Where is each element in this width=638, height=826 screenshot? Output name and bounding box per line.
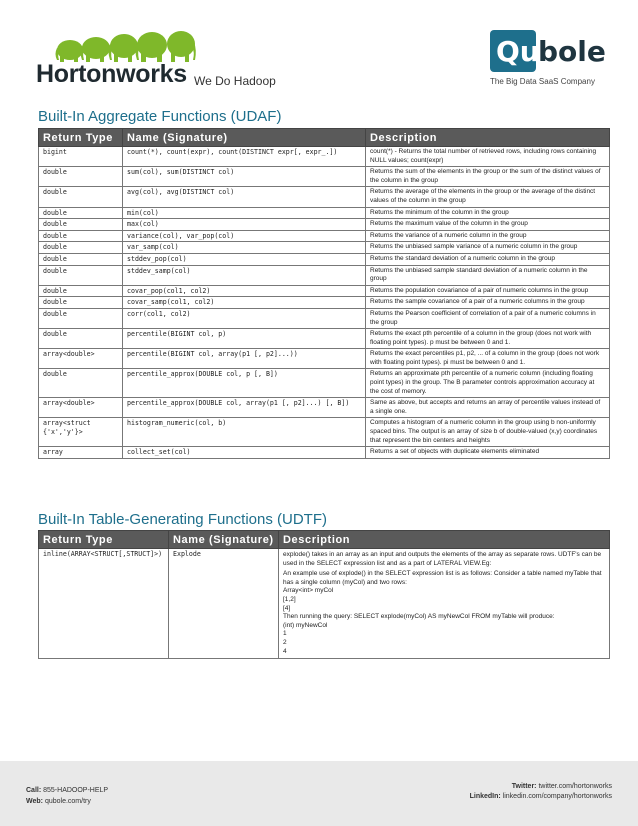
table-row (39, 147, 610, 167)
header-return-type: Return Type (39, 531, 169, 549)
table-row (39, 369, 610, 398)
udaf-table (38, 128, 610, 459)
return-type-cell: double (39, 285, 123, 297)
header-description: Description (279, 531, 610, 549)
return-type-cell: array<struct {'x','y'}> (39, 418, 123, 447)
return-type-cell: double (39, 253, 123, 265)
table-row (39, 297, 610, 309)
table-row (39, 187, 610, 207)
return-type-cell: bigint (39, 147, 123, 167)
return-type-cell: array<double> (39, 349, 123, 369)
return-type-cell: double (39, 265, 123, 285)
description-cell: Returns the unbiased sample variance of a numeric column in the group (366, 242, 610, 254)
signature-cell: count(*), count(expr), count(DISTINCT expr[, expr_.]) (123, 147, 366, 167)
description-cell: Same as above, but accepts and returns an array of percentile values instead of a single one. (366, 398, 610, 418)
footer-web-label: Web: (26, 798, 43, 805)
signature-cell: var_samp(col) (123, 242, 366, 254)
description-cell: Returns the exact percentiles p1, p2, ... of a column in the group (does not work with floating point types). pi must be between 0 and 1. (366, 349, 610, 369)
description-cell: Returns the standard deviation of a numeric column in the group (366, 253, 610, 265)
description-cell: Returns the minimum of the column in the group (366, 207, 610, 219)
udtf-table (38, 530, 610, 659)
signature-cell: variance(col), var_pop(col) (123, 230, 366, 242)
signature-cell: sum(col), sum(DISTINCT col) (123, 167, 366, 187)
header-name-signature: Name (Signature) (169, 531, 279, 549)
return-type-cell: array<double> (39, 398, 123, 418)
description-cell: Returns the average of the elements in the group or the average of the distinct values of the column in the group (366, 187, 610, 207)
desc-line: 4 (283, 647, 287, 655)
table-row (39, 349, 610, 369)
footer-web-link[interactable]: qubole.com/try (44, 798, 91, 805)
description-cell: Returns the exact pth percentile of a column in the group (does not work with floating point types). p must be between 0 and 1. (366, 329, 610, 349)
qubole-logo (490, 30, 606, 92)
hortonworks-wordmark: Hortonworks (36, 60, 187, 88)
return-type-cell: double (39, 369, 123, 398)
description-cell: Returns a set of objects with duplicate elements eliminated (366, 447, 610, 459)
udtf-return-type: inline(ARRAY<STRUCT[,STRUCT]>) (39, 549, 169, 659)
return-type-cell: double (39, 297, 123, 309)
table-row (39, 285, 610, 297)
signature-cell: covar_pop(col1, col2) (123, 285, 366, 297)
footer-linkedin-link[interactable]: linkedin.com/company/hortonworks (502, 793, 612, 800)
desc-line: 2 (283, 638, 287, 646)
description-cell: Returns the sum of the elements in the group or the sum of the distinct values of the column in the group (366, 167, 610, 187)
table-row (39, 167, 610, 187)
qubole-logo-wordmark: bole (538, 35, 606, 68)
qubole-tagline: The Big Data SaaS Company (490, 77, 595, 86)
hortonworks-logo (36, 30, 276, 90)
description-cell: Returns the population covariance of a pair of numeric columns in the group (366, 285, 610, 297)
desc-line: explode() takes in an array as an input and outputs the elements of the array as separate rows. UDTF's can be used in the SELECT expression list and as a part of LATERAL VIEW.Eg: (283, 551, 602, 567)
udtf-name: Explode (169, 549, 279, 659)
signature-cell: stddev_samp(col) (123, 265, 366, 285)
signature-cell: percentile(BIGINT col, p) (123, 329, 366, 349)
signature-cell: max(col) (123, 219, 366, 231)
footer-twitter-link[interactable]: twitter.com/hortonworks (538, 783, 612, 790)
table-row (39, 549, 610, 659)
footer-linkedin (470, 793, 612, 800)
desc-line: Then running the query: SELECT explode(myCol) AS myNewCol FROM myTable will produce: (283, 613, 555, 621)
table-row (39, 265, 610, 285)
qubole-logo-box (490, 30, 540, 72)
table-row (39, 207, 610, 219)
footer-twitter (512, 783, 612, 790)
table-row (39, 219, 610, 231)
description-cell: Returns the unbiased sample standard deviation of a numeric column in the group (366, 265, 610, 285)
table-row (39, 308, 610, 328)
header-description: Description (366, 129, 610, 147)
header-return-type: Return Type (39, 129, 123, 147)
signature-cell: corr(col1, col2) (123, 308, 366, 328)
udtf-description (279, 549, 610, 659)
return-type-cell: double (39, 230, 123, 242)
signature-cell: collect_set(col) (123, 447, 366, 459)
footer-linkedin-label: LinkedIn: (469, 793, 501, 800)
table-row (39, 242, 610, 254)
return-type-cell: double (39, 187, 123, 207)
table-row (39, 253, 610, 265)
table-row (39, 230, 610, 242)
signature-cell: min(col) (123, 207, 366, 219)
signature-cell: percentile_approx(DOUBLE col, array(p1 [, p2]...) [, B]) (123, 398, 366, 418)
return-type-cell: double (39, 308, 123, 328)
signature-cell: covar_samp(col1, col2) (123, 297, 366, 309)
footer-twitter-label: Twitter: (511, 783, 537, 790)
signature-cell: percentile(BIGINT col, array(p1 [, p2]...)) (123, 349, 366, 369)
description-cell: Returns the sample covariance of a pair of a numeric columns in the group (366, 297, 610, 309)
signature-cell: histogram_numeric(col, b) (123, 418, 366, 447)
description-cell: Computes a histogram of a numeric column in the group using b non-uniformly spaced bins. The output is an array of size b of double-valued (x,y) coordinates that represent the bin centers and heights (366, 418, 610, 447)
desc-line: (int) myNewCol (283, 621, 328, 629)
udtf-header-row (39, 531, 610, 549)
description-cell: Returns the variance of a numeric column in the group (366, 230, 610, 242)
desc-line: Array<int> myCol (283, 587, 334, 595)
return-type-cell: double (39, 167, 123, 187)
description-cell: Returns the maximum value of the column in the group (366, 219, 610, 231)
footer (0, 761, 638, 826)
udaf-title: Built-In Aggregate Functions (UDAF) (38, 108, 282, 125)
table-row (39, 329, 610, 349)
return-type-cell: double (39, 242, 123, 254)
desc-line: 1 (283, 630, 287, 638)
description-cell: count(*) - Returns the total number of retrieved rows, including rows containing NULL values; count(expr) (366, 147, 610, 167)
footer-call-value: 855-HADOOP-HELP (43, 787, 109, 794)
qubole-logo-box-text: Qu (496, 35, 540, 68)
footer-call-label: Call: (26, 787, 42, 794)
table-row (39, 398, 610, 418)
footer-call (26, 787, 108, 794)
description-cell: Returns an approximate pth percentile of a numeric column (including floating point types) in the group. The B parameter controls approximation accuracy at the cost of memory. (366, 369, 610, 398)
elephants-icon (54, 30, 204, 62)
return-type-cell: double (39, 219, 123, 231)
header-name-signature: Name (Signature) (123, 129, 366, 147)
desc-line: [1,2] (283, 595, 296, 603)
table-row (39, 418, 610, 447)
description-cell: Returns the Pearson coefficient of correlation of a pair of a numeric columns in the group (366, 308, 610, 328)
udaf-body (39, 147, 610, 459)
desc-line: [4] (283, 604, 291, 612)
return-type-cell: double (39, 329, 123, 349)
footer-web (26, 798, 91, 805)
return-type-cell: double (39, 207, 123, 219)
signature-cell: avg(col), avg(DISTINCT col) (123, 187, 366, 207)
signature-cell: percentile_approx(DOUBLE col, p [, B]) (123, 369, 366, 398)
desc-line: An example use of explode() in the SELECT expression list is as follows: Consider a table named myTable that has a single column (myCol) and two rows: (283, 570, 602, 586)
hortonworks-tagline: We Do Hadoop (194, 74, 276, 88)
signature-cell: stddev_pop(col) (123, 253, 366, 265)
udaf-header-row (39, 129, 610, 147)
table-row (39, 447, 610, 459)
udtf-title: Built-In Table-Generating Functions (UDTF) (38, 511, 327, 528)
return-type-cell: array (39, 447, 123, 459)
